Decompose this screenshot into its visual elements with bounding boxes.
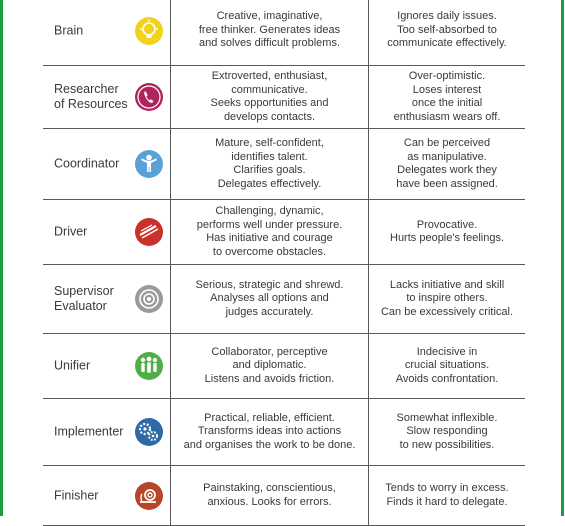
weaknesses-cell	[369, 399, 525, 465]
table-row	[43, 0, 525, 66]
role-name	[54, 225, 87, 240]
eye-icon	[134, 284, 164, 314]
role-cell	[43, 265, 171, 333]
strength-line: and solves difficult problems.	[198, 37, 341, 50]
role-cell	[43, 66, 171, 128]
weakness-line: Provocative.	[416, 218, 478, 231]
table-row	[43, 466, 525, 526]
weakness-line: Delegates work they	[397, 164, 497, 176]
gears-icon	[134, 417, 164, 447]
weakness-line: Indecisive in	[416, 345, 478, 358]
role-cell	[43, 399, 171, 465]
role-name-line: Coordinator	[54, 156, 120, 171]
role-cell	[43, 129, 171, 199]
strength-line: Challenging, dynamic,	[215, 205, 324, 217]
weakness-line: Somewhat inflexible.	[396, 411, 498, 424]
strength-line: Serious, strategic and shrewd.	[195, 278, 344, 291]
weakness-line: Can be excessively critical.	[380, 305, 514, 318]
table-row	[43, 265, 525, 334]
role-name-line: Driver	[54, 224, 88, 239]
strength-line: Has initiative and courage	[206, 232, 333, 244]
strengths-cell	[171, 200, 369, 264]
strength-line: identifies talent.	[231, 150, 308, 163]
role-name	[54, 157, 119, 172]
weakness-line: to new possibilities.	[399, 438, 495, 451]
strength-line: Clarifies goals.	[233, 164, 306, 176]
weaknesses-cell	[369, 66, 525, 128]
group-icon	[134, 351, 164, 381]
weakness-line: enthusiasm wears off.	[393, 110, 501, 123]
weakness-line: Can be perceived	[403, 137, 491, 149]
role-cell	[43, 0, 171, 65]
role-name-line: Evaluator	[54, 299, 107, 313]
strength-line: Listens and avoids friction.	[204, 372, 335, 385]
weaknesses-cell	[369, 0, 525, 65]
weakness-line: crucial situations.	[404, 359, 490, 372]
strength-line: Delegates effectively.	[217, 177, 322, 190]
strengths-cell	[171, 399, 369, 465]
weakness-line: once the initial	[411, 97, 483, 109]
table-row	[43, 129, 525, 200]
strengths-cell	[171, 265, 369, 333]
strengths-cell	[171, 0, 369, 65]
role-name-line: of Resources	[54, 97, 128, 111]
weakness-line: as manipulative.	[407, 150, 487, 163]
strength-line: Transforms ideas into actions	[197, 425, 342, 438]
weaknesses-cell	[369, 466, 525, 525]
strength-line: communicative.	[231, 83, 308, 96]
weaknesses-cell	[369, 334, 525, 398]
strength-line: Collaborator, perceptive	[211, 345, 328, 358]
role-name	[54, 425, 123, 440]
strength-line: free thinker. Generates ideas	[198, 23, 341, 36]
role-name-line: Researcher	[54, 82, 119, 96]
role-name-line: Finisher	[54, 488, 99, 502]
table-row	[43, 399, 525, 466]
role-name-line: Supervisor	[54, 284, 114, 298]
strength-line: anxious. Looks for errors.	[207, 495, 332, 508]
weakness-line: to inspire others.	[406, 292, 488, 305]
strength-line: Painstaking, conscientious,	[203, 482, 336, 494]
weakness-line: Slow responding	[406, 425, 488, 438]
weakness-line: have been assigned.	[396, 177, 498, 190]
strength-line: develops contacts.	[223, 110, 316, 123]
role-name	[54, 359, 90, 374]
weaknesses-cell	[369, 200, 525, 264]
green-border-left	[0, 0, 3, 516]
weakness-line: Loses interest	[412, 83, 482, 96]
lightbulb-icon	[134, 16, 164, 46]
role-name	[54, 82, 128, 112]
role-name	[54, 488, 98, 503]
table-row	[43, 334, 525, 399]
strength-line: Practical, reliable, efficient.	[204, 411, 335, 424]
strengths-cell	[171, 129, 369, 199]
role-name-line: Implementer	[54, 424, 124, 439]
strength-line: Extroverted, enthusiast,	[211, 70, 328, 82]
strength-line: performs well under pressure.	[196, 218, 343, 231]
weakness-line: Avoids confrontation.	[395, 372, 499, 385]
table-row	[43, 66, 525, 129]
weakness-line: Over-optimistic.	[408, 70, 486, 82]
strength-line: Seeks opportunities and	[210, 97, 329, 109]
role-name	[54, 23, 83, 38]
strengths-cell	[171, 66, 369, 128]
strength-line: judges accurately.	[225, 305, 314, 318]
snail-icon	[134, 481, 164, 511]
weakness-line: Hurts people's feelings.	[390, 232, 504, 244]
strengths-cell	[171, 466, 369, 525]
strength-line: Analyses all options and	[210, 292, 329, 305]
green-border-right	[561, 0, 564, 516]
speed-icon	[134, 217, 164, 247]
weakness-line: communicate effectively.	[387, 37, 507, 50]
weaknesses-cell	[369, 265, 525, 333]
weakness-line: Lacks initiative and skill	[389, 278, 505, 291]
person-icon	[134, 149, 164, 179]
strength-line: and diplomatic.	[232, 359, 307, 372]
strength-line: to overcome obstacles.	[212, 245, 327, 258]
role-name	[54, 284, 114, 314]
table-row	[43, 200, 525, 265]
role-cell	[43, 466, 171, 525]
strength-line: Mature, self-confident,	[215, 137, 324, 149]
weakness-line: Finds it hard to delegate.	[386, 495, 508, 508]
weaknesses-cell	[369, 129, 525, 199]
role-cell	[43, 200, 171, 264]
strength-line: Creative, imaginative,	[216, 10, 323, 23]
phone-icon	[134, 82, 164, 112]
strengths-cell	[171, 334, 369, 398]
strength-line: and organises the work to be done.	[183, 438, 356, 451]
role-name-line: Unifier	[54, 358, 91, 373]
weakness-line: Ignores daily issues.	[397, 10, 497, 23]
role-cell	[43, 334, 171, 398]
role-name-line: Brain	[54, 23, 84, 37]
weakness-line: Too self-absorbed to	[397, 23, 497, 36]
weakness-line: Tends to worry in excess.	[385, 482, 509, 494]
